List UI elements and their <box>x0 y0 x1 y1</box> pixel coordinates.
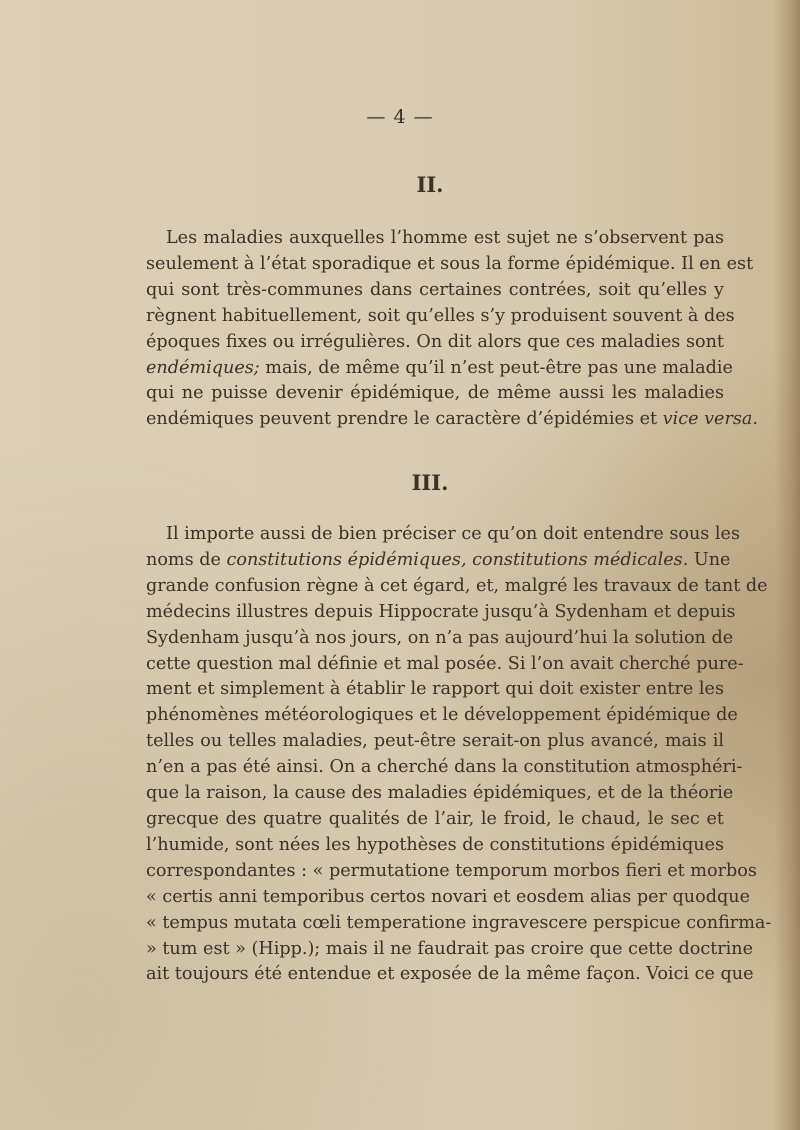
page-edge-shadow <box>774 0 800 1130</box>
text-line: ment et simplement à établir le rapport qui doit exister entre les <box>146 679 724 700</box>
text-line: n’en a pas été ainsi. On a cherché dans la constitution atmosphéri- <box>146 757 743 778</box>
text-line: endémiques peuvent prendre le caractère d’épidémies et vice versa. <box>146 409 758 430</box>
text-line: cette question mal définie et mal posée. Si l’on avait cherché pure- <box>146 653 744 674</box>
text-line: grecque des quatre qualités de l’air, le froid, le chaud, le sec et <box>146 808 724 829</box>
text-line: telles ou telles maladies, peut-être serait-on plus avancé, mais il <box>146 731 724 752</box>
text-line: règnent habituellement, soit qu’elles s’y produisent souvent à des <box>146 305 735 326</box>
text-line: ait toujours été entendue et exposée de la même façon. Voici ce que <box>146 964 754 985</box>
text-line: Il importe aussi de bien préciser ce qu’on doit entendre sous les <box>166 524 740 544</box>
text-line: époques fixes ou irrégulières. On dit alors que ces maladies sont <box>146 331 724 352</box>
text-line: endémiques; mais, de même qu’il n’est peut-être pas une maladie <box>146 357 733 378</box>
text-line: seulement à l’état sporadique et sous la forme épidémique. Il en est <box>146 253 754 274</box>
text-line: « tempus mutata cœli temperatione ingravescere perspicue confirma- <box>146 912 772 933</box>
text-line: l’humide, sont nées les hypothèses de constitutions épidémiques <box>146 834 724 855</box>
text-line: Les maladies auxquelles l’homme est sujet ne s’observent pas <box>166 228 724 248</box>
section-heading-ii: II. <box>416 172 444 197</box>
text-line: Sydenham jusqu’à nos jours, on n’a pas aujourd’hui la solution de <box>146 627 734 648</box>
text-line: correspondantes : « permutatione temporum morbos fieri et morbos <box>146 860 757 881</box>
text-line: « certis anni temporibus certos novari et eosdem alias per quodque <box>146 886 750 907</box>
text-line: grande confusion règne à cet égard, et, malgré les travaux de tant de <box>146 575 768 596</box>
text-line: que la raison, la cause des maladies épidémiques, et de la théorie <box>146 783 734 804</box>
text-line: qui sont très-communes dans certaines contrées, soit qu’elles y <box>146 279 724 300</box>
text-line: qui ne puisse devenir épidémique, de même aussi les maladies <box>146 383 724 404</box>
text-line: phénomènes météorologiques et le développement épidémique de <box>146 705 738 726</box>
text-line: » tum est » (Hipp.); mais il ne faudrait pas croire que cette doctrine <box>146 938 754 959</box>
section-heading-iii: III. <box>411 470 449 495</box>
text-line: noms de constitutions épidémiques, constitutions médicales. Une <box>146 549 731 570</box>
page-number: — 4 — <box>366 106 434 128</box>
section-ii-paragraph <box>146 226 758 433</box>
text-line: médecins illustres depuis Hippocrate jusqu’à Sydenham et depuis <box>146 601 736 622</box>
section-iii-paragraph <box>146 522 772 988</box>
